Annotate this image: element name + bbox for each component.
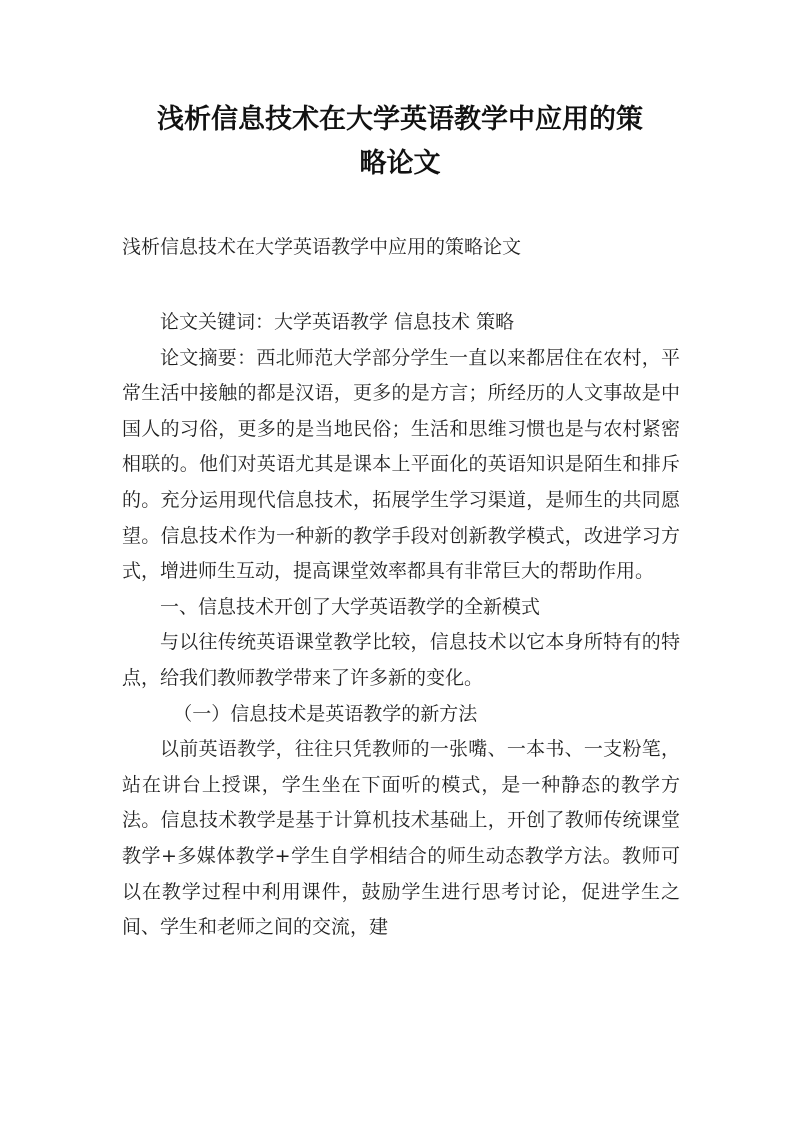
title-line-2: 略论文 [359,148,441,179]
subsection-heading-1: （一）信息技术是英语教学的新方法 [173,702,478,725]
abstract-paragraph: 论文摘要：西北师范大学部分学生一直以来都居住在农村，平常生活中接触的都是汉语，更多的是方言；所经历的人文事故是中国人的习俗，更多的是当地民俗；生活和思维习惯也是与农村紧密相联的。他们对英语尤其是课本上平面化的英语知识是陌生和排斥的。充分运用现代信息技术，拓展学生学习渠道，是师生的共同愿望。信息技术作为一种新的教学手段对创新教学模式，改进学习方式，增进师生互动，提高课堂效率都具有非常巨大的帮助作用。 [122,346,680,583]
document-body [122,305,680,946]
body-paragraph: 以前英语教学，往往只凭教师的一张嘴、一本书、一支粉笔，站在讲台上授课，学生坐在下面听的模式，是一种静态的教学方法。信息技术教学是基于计算机技术基础上，开创了教师传统课堂教学+多媒体教学+学生自学相结合的师生动态教学方法。教师可以在教学过程中利用课件，鼓励学生进行思考讨论，促进学生之间、学生和老师之间的交流，建 [122,738,680,939]
keywords-paragraph: 论文关键词：大学英语教学 信息技术 策略 [160,311,515,333]
body-paragraph: 与以往传统英语课堂教学比较，信息技术以它本身所特有的特点，给我们教师教学带来了许多新的变化。 [122,631,680,689]
title-line-1: 浅析信息技术在大学英语教学中应用的策 [157,104,643,135]
document-title [110,98,690,186]
document-subtitle: 浅析信息技术在大学英语教学中应用的策略论文 [122,236,522,258]
section-heading-1: 一、信息技术开创了大学英语教学的全新模式 [160,595,541,618]
